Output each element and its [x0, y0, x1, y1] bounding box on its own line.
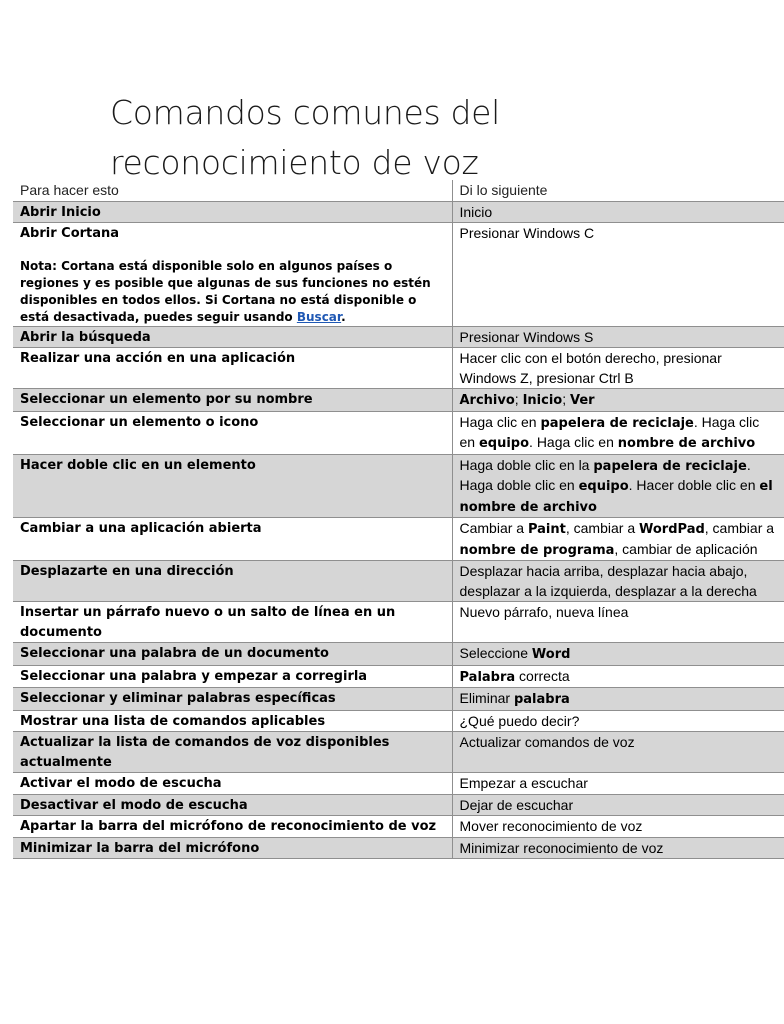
- spoken-keyword: nombre de archivo: [617, 436, 756, 451]
- command-action-cell: [13, 389, 452, 412]
- table-row: [13, 326, 784, 348]
- header-action: Para hacer esto: [13, 180, 452, 201]
- command-action-cell: [13, 773, 452, 795]
- note-text: Nota: Cortana está disponible solo en algunos países o regiones y es posible que algunas de sus funciones no estén disponibles en todos ellos. Si Cortana no está disponible o está desactivada, puedes seguir usando: [20, 258, 431, 324]
- command-say-cell: [452, 454, 784, 518]
- commands-table: [13, 180, 784, 859]
- command-action-cell: [13, 710, 452, 732]
- command-action-cell: [13, 602, 452, 643]
- spoken-text: ;: [562, 391, 571, 407]
- command-say-cell: [452, 411, 784, 454]
- table-row: [13, 348, 784, 389]
- command-action: Seleccionar y eliminar palabras específicas: [20, 691, 336, 706]
- command-action-cell: [13, 665, 452, 688]
- spoken-text: Inicio: [459, 203, 493, 220]
- command-action: Realizar una acción en una aplicación: [20, 351, 296, 366]
- note-end: .: [341, 309, 346, 324]
- spoken-text: Mover reconocimiento de voz: [459, 818, 643, 834]
- page-title: [110, 88, 670, 188]
- command-say-cell: [452, 223, 784, 327]
- table-header-row: [13, 180, 784, 201]
- spoken-keyword: equipo: [478, 436, 530, 451]
- spoken-text: . Haga doble clic en: [459, 456, 751, 493]
- command-action-cell: [13, 201, 452, 223]
- command-action-cell: [13, 518, 452, 561]
- command-action: Seleccionar un elemento o icono: [20, 414, 259, 430]
- table-row: [13, 454, 784, 518]
- command-action: Activar el modo de escucha: [20, 776, 222, 791]
- spoken-text: Presionar Windows S: [459, 328, 594, 345]
- command-say-cell: [452, 602, 784, 643]
- spoken-keyword: nombre de programa: [459, 542, 615, 558]
- command-action: Desplazarte en una dirección: [20, 564, 234, 579]
- command-say-cell: [452, 732, 784, 773]
- table-row: [13, 643, 784, 666]
- spoken-text: Empezar a escuchar: [459, 775, 588, 791]
- command-say-cell: [452, 561, 784, 602]
- command-action: Mostrar una lista de comandos aplicables: [20, 713, 326, 729]
- spoken-keyword: papelera de reciclaje: [540, 415, 694, 431]
- command-action-cell: [13, 454, 452, 518]
- command-say-cell: [452, 201, 784, 223]
- table-row: [13, 389, 784, 412]
- command-say-cell: [452, 518, 784, 561]
- spoken-text: Presionar Windows C: [459, 225, 595, 241]
- command-say-cell: [452, 688, 784, 711]
- spoken-keyword: Word: [531, 647, 571, 662]
- command-action: Actualizar la lista de comandos de voz disponibles actualmente: [20, 735, 390, 770]
- command-say-cell: [452, 326, 784, 348]
- spoken-keyword: palabra: [513, 692, 570, 707]
- command-say-cell: [452, 773, 784, 795]
- spoken-text: correcta: [515, 667, 570, 684]
- title-line-1: Comandos comunes del: [110, 93, 501, 132]
- command-say-cell: [452, 389, 784, 412]
- spoken-text: , cambiar de aplicación: [614, 540, 758, 557]
- command-say-cell: [452, 794, 784, 816]
- spoken-text: , cambiar a: [565, 520, 639, 536]
- header-say: Di lo siguiente: [452, 180, 784, 201]
- table-row: [13, 773, 784, 795]
- command-action: Cambiar a una aplicación abierta: [20, 521, 262, 536]
- spoken-text: Cambiar a: [459, 520, 528, 536]
- spoken-keyword: Palabra: [459, 669, 516, 685]
- spoken-keyword: Paint: [527, 522, 566, 537]
- table-body: [13, 201, 784, 859]
- command-action: Abrir Cortana: [20, 226, 120, 241]
- command-action: Desactivar el modo de escucha: [20, 797, 248, 813]
- command-say-cell: [452, 816, 784, 838]
- spoken-keyword: WordPad: [639, 522, 705, 537]
- table-row: [13, 688, 784, 711]
- command-action: Abrir la búsqueda: [20, 329, 151, 345]
- table-row: [13, 561, 784, 602]
- command-action: Insertar un párrafo nuevo o un salto de línea en un documento: [20, 605, 396, 640]
- spoken-text: ¿Qué puedo decir?: [459, 712, 580, 729]
- spoken-text: Actualizar comandos de voz: [459, 734, 635, 750]
- command-action-cell: [13, 837, 452, 859]
- spoken-text: Seleccione: [459, 645, 532, 661]
- spoken-keyword: papelera de reciclaje: [593, 458, 747, 474]
- spoken-text: Dejar de escuchar: [459, 796, 574, 813]
- spoken-keyword: el nombre de archivo: [459, 479, 773, 515]
- command-action: Seleccionar un elemento por su nombre: [20, 392, 313, 407]
- spoken-text: Eliminar: [459, 690, 514, 706]
- command-action: Seleccionar una palabra de un documento: [20, 646, 329, 661]
- table-row: [13, 710, 784, 732]
- command-action: Apartar la barra del micrófono de reconocimiento de voz: [20, 819, 437, 834]
- spoken-text: Nuevo párrafo, nueva línea: [459, 604, 629, 620]
- table-row: [13, 602, 784, 643]
- command-action-cell: [13, 326, 452, 348]
- spoken-text: Desplazar hacia arriba, desplazar hacia abajo, desplazar a la izquierda, desplazar a la derecha: [459, 563, 757, 599]
- spoken-keyword: Ver: [570, 393, 595, 408]
- command-action-cell: [13, 732, 452, 773]
- command-say-cell: [452, 837, 784, 859]
- command-action-cell: [13, 561, 452, 602]
- command-action-cell: [13, 688, 452, 711]
- spoken-text: , cambiar a: [704, 520, 775, 536]
- command-say-cell: [452, 348, 784, 389]
- spoken-text: Haga clic en: [459, 413, 541, 430]
- table-row: [13, 201, 784, 223]
- command-action: Seleccionar una palabra y empezar a corregirla: [20, 668, 368, 684]
- command-action-cell: [13, 411, 452, 454]
- table-row: [13, 223, 784, 327]
- cortana-note: [20, 258, 445, 326]
- command-action-cell: [13, 643, 452, 666]
- command-action: Minimizar la barra del micrófono: [20, 840, 260, 856]
- command-action-cell: [13, 348, 452, 389]
- spoken-keyword: equipo: [578, 479, 629, 494]
- table-row: [13, 816, 784, 838]
- spoken-text: Hacer clic con el botón derecho, presionar Windows Z, presionar Ctrl B: [459, 350, 722, 386]
- spoken-text: Haga doble clic en la: [459, 456, 594, 473]
- table-row: [13, 665, 784, 688]
- buscar-link[interactable]: Buscar: [296, 309, 342, 324]
- table-row: [13, 732, 784, 773]
- command-say-cell: [452, 710, 784, 732]
- command-action-cell: [13, 794, 452, 816]
- command-say-cell: [452, 643, 784, 666]
- title-line-2: reconocimiento de voz: [110, 143, 479, 182]
- spoken-text: . Haga clic en: [529, 434, 618, 450]
- spoken-keyword: Inicio: [522, 393, 563, 408]
- spoken-text: . Hacer doble clic en: [628, 477, 760, 493]
- table-row: [13, 518, 784, 561]
- table-row: [13, 794, 784, 816]
- spoken-text: Minimizar reconocimiento de voz: [459, 839, 664, 856]
- spoken-keyword: Archivo: [459, 393, 515, 408]
- command-action-cell: [13, 223, 452, 327]
- table-row: [13, 837, 784, 859]
- spoken-text: . Haga clic en: [459, 413, 760, 450]
- command-action: Hacer doble clic en un elemento: [20, 457, 256, 473]
- table-row: [13, 411, 784, 454]
- command-say-cell: [452, 665, 784, 688]
- spoken-text: ;: [514, 391, 523, 407]
- command-action: Abrir Inicio: [20, 204, 101, 220]
- command-action-cell: [13, 816, 452, 838]
